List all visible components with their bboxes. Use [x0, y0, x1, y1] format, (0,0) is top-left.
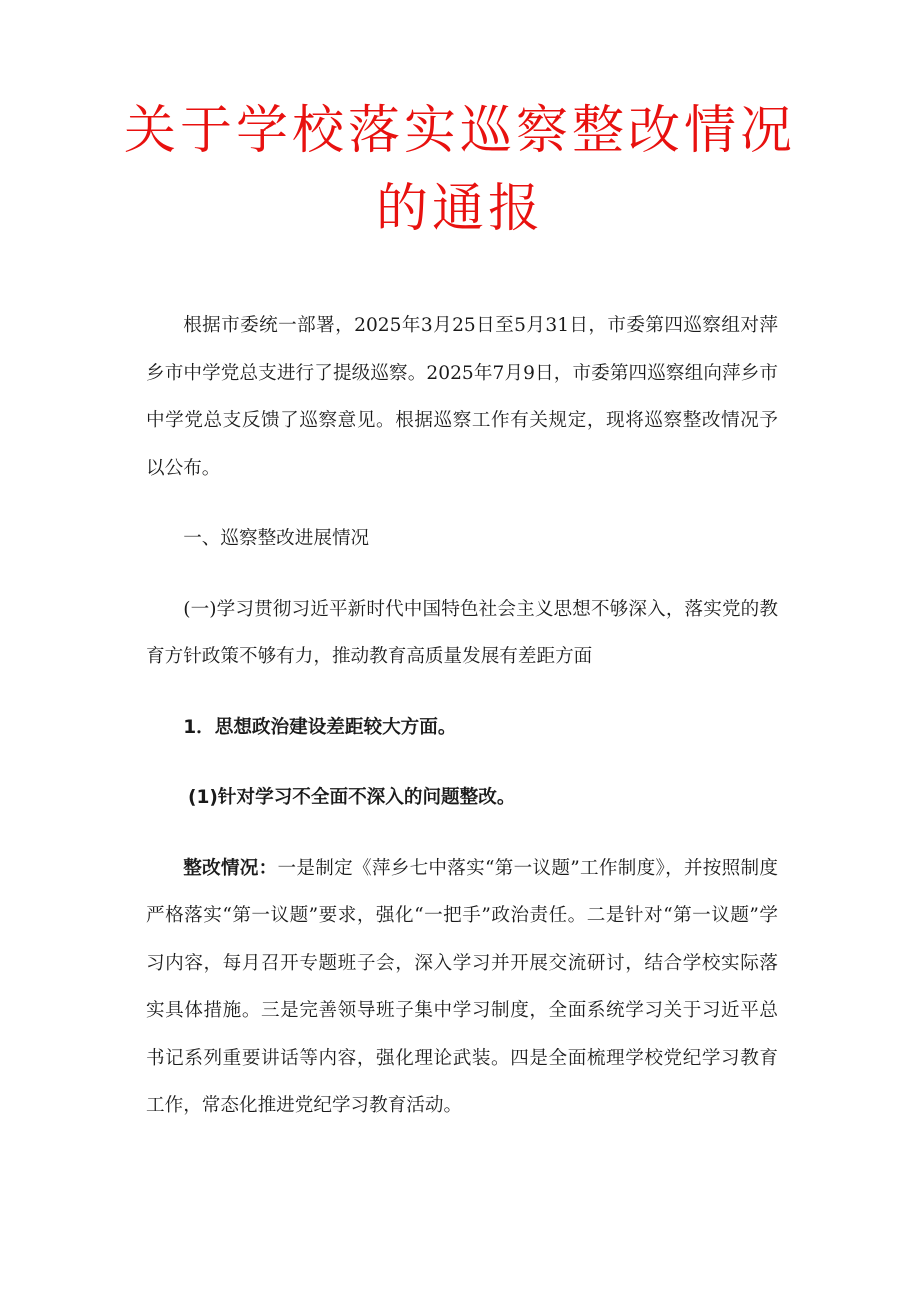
item-heading: 1．思想政治建设差距较大方面。 [183, 716, 457, 738]
intro-paragraph: 根据市委统一部署，2025年3月25日至5月31日，市委第四巡察组对萍乡市中学党总支进行了提级巡察。2025年7月9日，市委第四巡察组向萍乡市中学党总支反馈了巡察意见。根据巡察工作有关规定，现将巡察整改情况予以公布。 [146, 315, 778, 479]
rectification-text: 一是制定《萍乡七中落实“第一议题”工作制度》，并按照制度严格落实“第一议题”要求，强化“一把手”政治责任。二是针对“第一议题”学习内容，每月召开专题班子会，深入学习并开展交流研讨，结合学校实际落实具体措施。三是完善领导班子集中学习制度，全面系统学习关于习近平总书记系列重要讲话等内容，强化理论武装。四是全面梳理学校党纪学习教育工作，常态化推进党纪学习教育活动。 [146, 857, 778, 1116]
spacer [146, 563, 778, 586]
rectification-paragraph [146, 845, 778, 1130]
section-heading: 一、巡察整改进展情况 [183, 528, 370, 549]
document-title: 关于学校落实巡察整改情况的通报 [123, 101, 796, 239]
subsection-heading: (一)学习贯彻习近平新时代中国特色社会主义思想不够深入，落实党的教育方针政策不够有力，推动教育高质量发展有差距方面 [146, 598, 778, 667]
spacer [146, 822, 778, 845]
document-body [146, 302, 778, 1130]
item-subheading: (1)针对学习不全面不深入的问题整改。 [188, 787, 516, 808]
spacer [146, 681, 778, 704]
rectification-label: 整改情况： [183, 857, 278, 879]
spacer [146, 751, 778, 774]
spacer [146, 492, 778, 515]
